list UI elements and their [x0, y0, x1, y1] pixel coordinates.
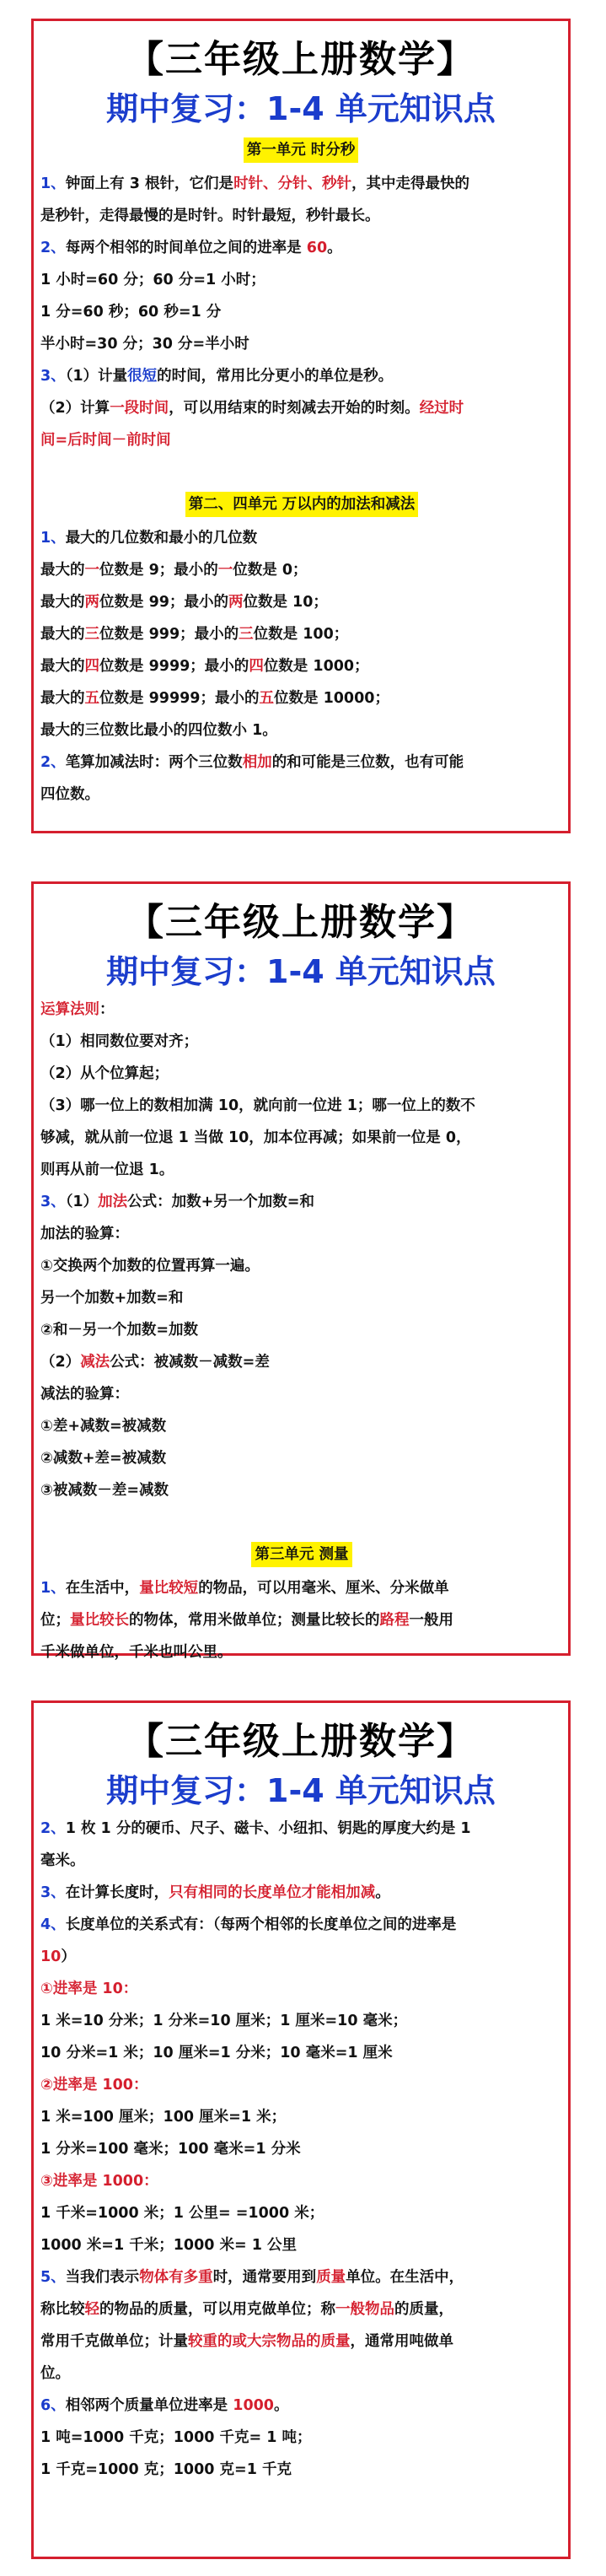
rule-line: （3）哪一位上的数相加满 10，就向前一位进 1；哪一位上的数不 [40, 1097, 475, 1114]
list-item: 1、钟面上有 3 根针，它们是时针、分针、秒针，其中走得最快的 [40, 175, 470, 192]
list-item-continued: 是秒针，走得最慢的是时针。时针最短，秒针最长。 [40, 207, 380, 224]
rules-content [34, 994, 568, 1668]
rate-heading: ③进率是 1000： [40, 2173, 158, 2190]
notes-card-1 [31, 19, 571, 833]
list-item-continued: 四位数。 [40, 786, 99, 803]
list-item: 1、最大的几位数和最小的几位数 [40, 530, 258, 547]
section-title-unit2-4: 第二、四单元 万以内的加法和减法 [185, 492, 419, 517]
mass-line: 1 千克=1000 克；1000 克=1 千克 [40, 2461, 292, 2478]
page-title: 【三年级上册数学】 [126, 1720, 475, 1763]
check-title: 加法的验算： [40, 1226, 129, 1242]
page-title: 【三年级上册数学】 [126, 38, 475, 81]
list-item-continued: 千米做单位，千米也叫公里。 [40, 1644, 233, 1661]
section-title-unit1: 第一单元 时分秒 [244, 137, 359, 163]
check-line: ②和－另一个加数=加数 [40, 1322, 198, 1339]
section-title-unit3: 第三单元 测量 [251, 1542, 351, 1567]
measure-content [34, 1813, 568, 2486]
list-item: 6、相邻两个质量单位进率是 1000。 [40, 2397, 289, 2414]
list-item: 3、（1）计量很短的时间，常用比分更小的单位是秒。 [40, 368, 394, 385]
rate-heading: ②进率是 100： [40, 2077, 148, 2094]
page-title: 【三年级上册数学】 [126, 901, 475, 944]
rule-line: （2）从个位算起； [40, 1065, 169, 1082]
conversion-line: 1 小时=60 分；60 分=1 小时； [40, 272, 265, 288]
list-item-continued: 位。 [40, 2365, 70, 2382]
list-item: 3、在计算长度时，只有相同的长度单位才能相加减。 [40, 1884, 390, 1901]
notes-card-3 [31, 1700, 571, 2559]
list-item: 2、笔算加减法时：两个三位数相加的和可能是三位数，也有可能 [40, 754, 464, 771]
rate-line: 1 千米=1000 米；1 公里= =1000 米； [40, 2205, 324, 2222]
check-line: ①交换两个加数的位置再算一遍。 [40, 1258, 260, 1275]
rate-heading: ①进率是 10： [40, 1981, 138, 1997]
rule-line: 够减，就从前一位退 1 当做 10，加本位再减；如果前一位是 0， [40, 1129, 471, 1146]
list-item-continued: 位；量比较长的物体，常用米做单位；测量比较长的路程一般用 [40, 1612, 453, 1629]
conversion-line: 1 分=60 秒；60 秒=1 分 [40, 304, 222, 321]
list-item: 5、当我们表示物体有多重时，通常要用到质量单位。在生活中， [40, 2269, 464, 2286]
list-item-continued: 称比较轻的物品的质量，可以用克做单位；称一般物品的质量， [40, 2301, 453, 2318]
rate-line: 1 米=100 厘米；100 厘米=1 米； [40, 2109, 287, 2126]
digit-row: 最大的三位数是 999；最小的三位数是 100； [40, 626, 349, 643]
list-item: （2）减法公式：被减数－减数=差 [40, 1354, 270, 1371]
compare-line: 最大的三位数比最小的四位数小 1。 [40, 722, 277, 739]
rule-line: （1）相同数位要对齐； [40, 1033, 199, 1050]
digit-row: 最大的一位数是 9；最小的一位数是 0； [40, 562, 308, 579]
page-subtitle: 期中复习：1-4 单元知识点 [106, 90, 496, 127]
list-item: 2、每两个相邻的时间单位之间的进率是 60。 [40, 240, 342, 256]
list-item-continued: 间=后时间－前时间 [40, 432, 171, 449]
page-subtitle: 期中复习：1-4 单元知识点 [106, 953, 496, 990]
check-line: 另一个加数+加数=和 [40, 1290, 184, 1307]
conversion-line: 半小时=30 分；30 分=半小时 [40, 336, 249, 353]
rate-line: 1000 米=1 千米；1000 米= 1 公里 [40, 2237, 298, 2254]
check-line: ③被减数－差=减数 [40, 1482, 169, 1499]
list-item: （2）计算一段时间，可以用结束的时刻减去开始的时刻。经过时 [40, 400, 464, 417]
digit-row: 最大的两位数是 99；最小的两位数是 10； [40, 594, 328, 611]
digit-row: 最大的四位数是 9999；最小的四位数是 1000； [40, 658, 369, 675]
mass-line: 1 吨=1000 千克；1000 千克= 1 吨； [40, 2429, 312, 2446]
list-item-continued: 10） [40, 1948, 76, 1965]
list-item-continued: 毫米。 [40, 1852, 85, 1869]
list-item: 1、在生活中，量比较短的物品，可以用毫米、厘米、分米做单 [40, 1580, 449, 1597]
check-line: ①差+减数=被减数 [40, 1418, 167, 1435]
rate-line: 1 分米=100 毫米；100 毫米=1 分米 [40, 2141, 301, 2158]
digit-row: 最大的五位数是 99999；最小的五位数是 10000； [40, 690, 389, 707]
notes-card-2 [31, 881, 571, 1661]
rate-line: 10 分米=1 米；10 厘米=1 分米；10 毫米=1 厘米 [40, 2045, 393, 2061]
check-line: ②减数+差=被减数 [40, 1450, 167, 1467]
list-item: 4、长度单位的关系式有：（每两个相邻的长度单位之间的进率是 [40, 1916, 457, 1933]
list-item: 3、（1）加法公式：加数+另一个加数=和 [40, 1194, 314, 1210]
page-subtitle: 期中复习：1-4 单元知识点 [106, 1772, 496, 1809]
rules-heading: 运算法则： [40, 1001, 115, 1018]
list-item-continued: 常用千克做单位；计量较重的或大宗物品的质量，通常用吨做单 [40, 2333, 453, 2350]
check-title: 减法的验算： [40, 1386, 129, 1403]
rate-line: 1 米=10 分米；1 分米=10 厘米；1 厘米=10 毫米； [40, 2013, 408, 2029]
rule-line: 则再从前一位退 1。 [40, 1161, 174, 1178]
list-item: 2、1 枚 1 分的硬币、尺子、磁卡、小纽扣、钥匙的厚度大约是 1 [40, 1820, 471, 1837]
unit1-content [34, 168, 568, 811]
